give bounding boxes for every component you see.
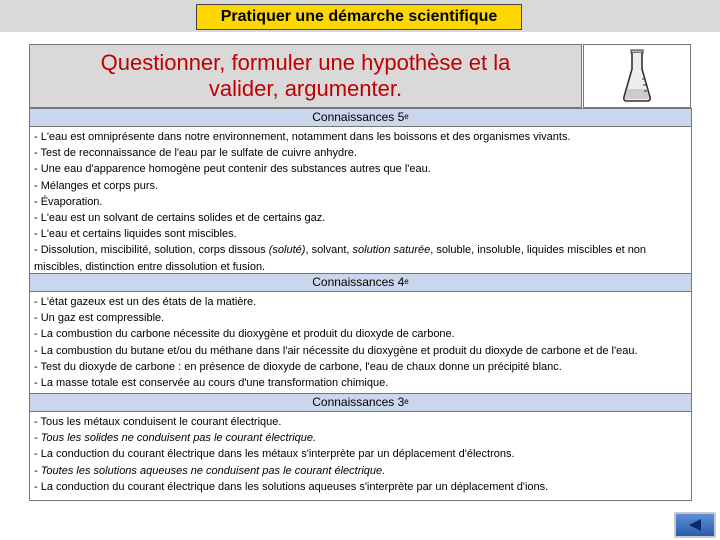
list-item: - La conduction du courant électrique dans les solutions aqueuses s'interprète par un déplacement d'ions.: [34, 480, 549, 493]
list-item: - Toutes les solutions aqueuses ne conduisent pas le courant électrique.: [34, 464, 386, 477]
list-item-italic: solution saturée: [352, 244, 431, 257]
list-item: - La combustion du carbone nécessite du dioxygène et produit du dioxyde de carbone.: [34, 328, 455, 341]
list-item: - L'eau est omniprésente dans notre environnement, notamment dans les boissons et des organismes vivants.: [34, 131, 571, 143]
list-item: - L'état gazeux est un des états de la matière.: [34, 296, 257, 308]
section-heading: [30, 394, 691, 412]
list-item: - Tous les métaux conduisent le courant électrique.: [34, 416, 282, 428]
header-line-2: valider, argumenter.: [208, 76, 403, 101]
section-heading-sup: e: [404, 277, 409, 286]
list-item-text: - Dissolution, miscibilité, solution, corps dissous: [34, 244, 269, 257]
list-item: - Mélanges et corps purs.: [34, 179, 159, 192]
back-arrow-icon: [687, 518, 703, 532]
flask-box: [583, 44, 691, 108]
section-heading-sup: e: [404, 112, 409, 121]
section-heading-label: Connaissances 4: [312, 275, 405, 289]
title-bar: [0, 0, 720, 32]
header-box: [29, 44, 582, 108]
section-heading-label: Connaissances 5: [312, 110, 405, 124]
flask-icon: [622, 49, 652, 103]
page-title: Pratiquer une démarche scientifique: [196, 4, 522, 30]
list-item-italic: (soluté): [268, 244, 306, 257]
list-item: - Test du dioxyde de carbone : en présence de dioxyde de carbone, l'eau de chaux donne un précipité blanc.: [34, 360, 562, 373]
section-5e: [29, 108, 692, 278]
list-item: - La masse totale est conservée au cours d'une transformation chimique.: [34, 377, 389, 390]
list-item: - Tous les solides ne conduisent pas le courant électrique.: [34, 432, 317, 445]
header-title: [36, 50, 576, 102]
section-3e: [29, 393, 692, 501]
list-item: - Une eau d'apparence homogène peut contenir des substances autres que l'eau.: [34, 163, 431, 176]
section-heading-sup: e: [404, 397, 409, 406]
section-body: [30, 292, 691, 393]
list-item: - L'eau et certains liquides sont miscibles.: [34, 228, 237, 241]
section-heading-label: Connaissances 3: [312, 395, 405, 409]
list-item: - La conduction du courant électrique dans les métaux s'interprète par un déplacement d'électrons.: [34, 448, 515, 461]
section-body: [30, 127, 691, 277]
list-item: - Évaporation.: [34, 195, 103, 208]
list-item: - L'eau est un solvant de certains solides et de certains gaz.: [34, 212, 326, 225]
list-item-text: , soluble, insoluble, liquides miscibles et non miscibles, distinction entre dissolution et fusion.: [34, 244, 647, 273]
list-item: - La combustion du butane et/ou du méthane dans l'air nécessite du dioxygène et produit du dioxyde de carbone et de l'eau.: [34, 344, 638, 357]
list-item: [34, 242, 687, 274]
back-button[interactable]: [674, 512, 716, 538]
section-4e: [29, 273, 692, 394]
header-line-1: Questionner, formuler une hypothèse et la: [100, 50, 511, 75]
list-item: - Test de reconnaissance de l'eau par le sulfate de cuivre anhydre.: [34, 147, 357, 160]
section-body: [30, 412, 691, 500]
section-heading: [30, 274, 691, 292]
section-heading: [30, 109, 691, 127]
list-item: - Un gaz est compressible.: [34, 312, 165, 325]
list-item-text: , solvant,: [305, 244, 353, 257]
